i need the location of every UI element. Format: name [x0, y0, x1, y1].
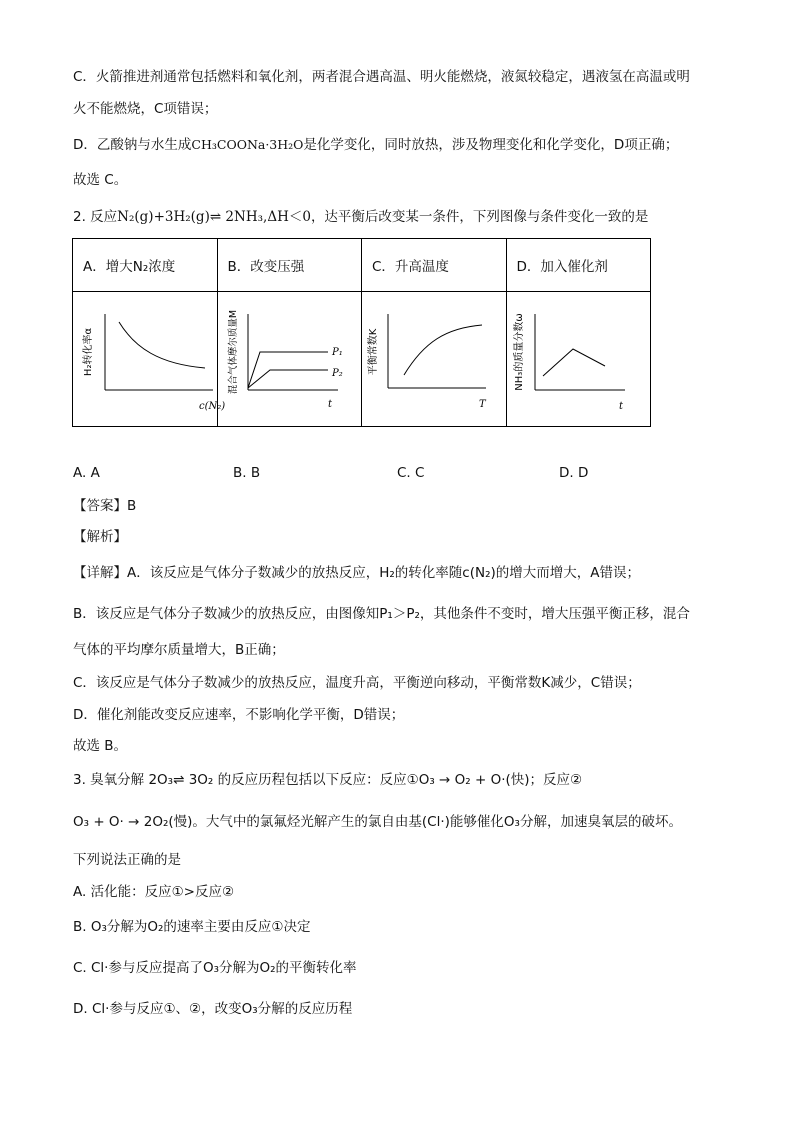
- graph-a-xlabel: c(N₂): [199, 401, 226, 412]
- graph-c-xlabel: T: [479, 399, 486, 410]
- question-3-stem-line2: O₃ + O· → 2O₂(慢)。大气中的氯氟烃光解产生的氯自由基(Cl·)能够催化O₃分解，加速臭氧层的破坏。: [73, 814, 682, 830]
- graph-c: [362, 292, 505, 426]
- option-c-explanation-line1: C．火箭推进剂通常包括燃料和氧化剂，两者混合遇高温、明火能燃烧，液氮较稳定，遇液氢在高温或明: [73, 69, 690, 85]
- question-3-stem-line3: 下列说法正确的是: [73, 852, 181, 868]
- graph-cell-b: [217, 292, 362, 427]
- question-3-option-a[interactable]: A. 活化能：反应①>反应②: [73, 884, 235, 900]
- detail-b-line2: 气体的平均摩尔质量增大，B正确；: [73, 642, 285, 658]
- options-table: [72, 238, 651, 427]
- option-d-text-pre: D．乙酸钠与水生成: [73, 137, 192, 153]
- graph-d-xlabel: t: [618, 401, 623, 412]
- header-b: B．改变压强: [217, 239, 362, 292]
- graph-b: [218, 292, 361, 426]
- choice-b[interactable]: B. B: [233, 465, 261, 481]
- graph-d-curve: [543, 349, 605, 376]
- graph-cell-a: [73, 292, 226, 427]
- question-2-equation: N₂(g)+3H₂(g)⇌ 2NH₃,ΔH＜0: [117, 209, 311, 225]
- graph-b-label-p2: P₂: [331, 368, 343, 379]
- graph-b-ylabel: 混合气体摩尔质量M: [227, 309, 239, 395]
- graph-cell-d: [506, 292, 651, 427]
- choice-a[interactable]: A. A: [73, 465, 100, 481]
- graph-b-label-p1: P₁: [331, 347, 343, 358]
- prev-conclusion: 故选 C。: [73, 172, 128, 188]
- graph-a-curve: [119, 322, 205, 368]
- question-2-conclusion: 故选 B。: [73, 738, 128, 754]
- question-3-option-c[interactable]: C. Cl·参与反应提高了O₃分解为O₂的平衡转化率: [73, 960, 357, 976]
- question-2-number: 2. 反应: [73, 209, 118, 225]
- detail-a: 【详解】A．该反应是气体分子数减少的放热反应，H₂的转化率随c(N₂)的增大而增大，A错误；: [73, 565, 640, 581]
- question-3-stem-line1: 3. 臭氧分解 2O₃⇌ 3O₂ 的反应历程包括以下反应：反应①O₃ → O₂ + O·(快)；反应②: [73, 772, 583, 788]
- question-3-option-b[interactable]: B. O₃分解为O₂的速率主要由反应①决定: [73, 919, 311, 935]
- graph-a-ylabel: H₂转化率α: [83, 327, 94, 377]
- question-2-choices: [73, 465, 633, 485]
- detail-d: D．催化剂能改变反应速率，不影响化学平衡，D错误；: [73, 707, 405, 723]
- graph-d: [507, 292, 650, 426]
- header-a: A．增大N₂浓度: [73, 239, 218, 292]
- header-c: C．升高温度: [362, 239, 507, 292]
- graph-c-curve: [404, 325, 482, 375]
- answer-label: 【答案】B: [73, 498, 137, 514]
- graph-b-xlabel: t: [327, 399, 332, 410]
- sodium-acetate-formula: CH₃COONa·3H₂O: [191, 137, 304, 152]
- option-d-text-post: 是化学变化，同时放热，涉及物理变化和化学变化，D项正确；: [303, 137, 679, 153]
- choice-c[interactable]: C. C: [397, 465, 425, 481]
- option-d-explanation: [73, 135, 678, 155]
- detail-b-line1: B．该反应是气体分子数减少的放热反应，由图像知P₁＞P₂，其他条件不变时，增大压强平衡正移，混合: [73, 606, 690, 622]
- graph-cell-c: [362, 292, 507, 427]
- analysis-label: 【解析】: [73, 529, 127, 545]
- header-d: D．加入催化剂: [506, 239, 651, 292]
- detail-c: C．该反应是气体分子数减少的放热反应，温度升高，平衡逆向移动，平衡常数K减少，C错误；: [73, 675, 641, 691]
- graph-b-curve-p2: [248, 370, 328, 388]
- question-3-option-d[interactable]: D. Cl·参与反应①、②，改变O₃分解的反应历程: [73, 1001, 353, 1017]
- question-2-prompt: ，达平衡后改变某一条件，下列图像与条件变化一致的是: [310, 209, 649, 225]
- graph-a: [73, 292, 226, 426]
- graph-d-ylabel: NH₃的质量分数ω: [513, 313, 525, 391]
- choice-d[interactable]: D. D: [559, 465, 589, 481]
- option-c-explanation-line2: 火不能燃烧，C项错误；: [73, 101, 218, 117]
- question-2-stem: [73, 207, 648, 227]
- graph-c-ylabel: 平衡常数K: [368, 328, 379, 376]
